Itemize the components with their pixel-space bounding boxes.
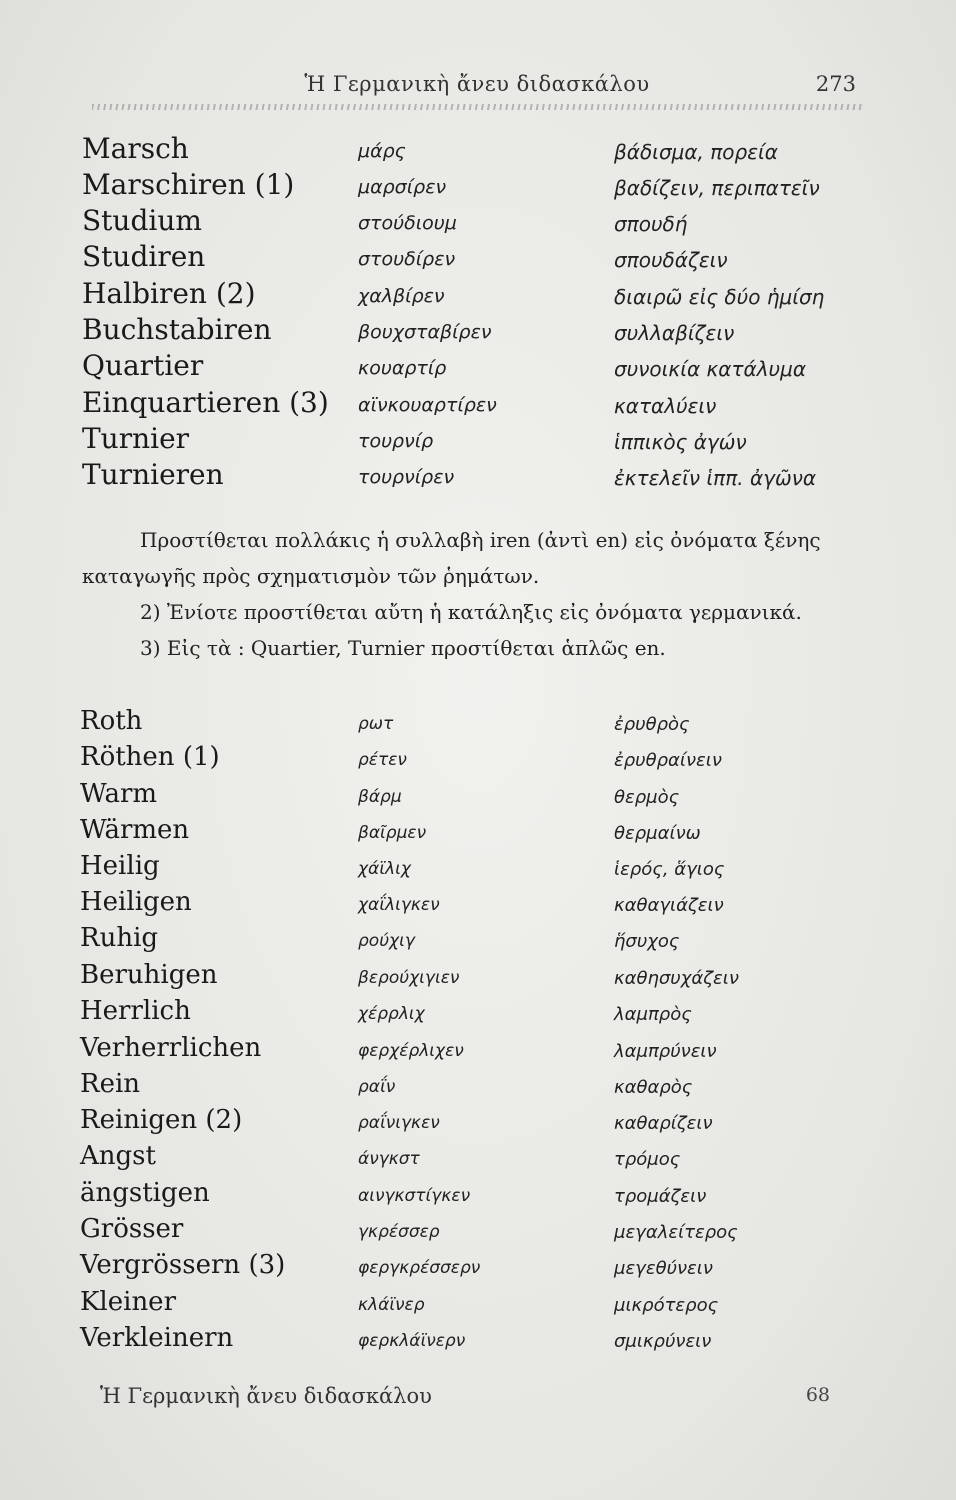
german-word: Marschiren (1) [82,168,295,201]
greek-meaning: ἐρυθρὸς [614,714,690,735]
footnote-2: 2) Ἐνίοτε προστίθεται αὔτη ἡ κατάληξις εἰς ὀνόματα γερμανικά. [140,600,802,624]
vocab-row [0,1250,956,1284]
pronunciation: βάρμ [358,787,402,807]
german-word: Wärmen [80,815,190,845]
greek-meaning: καθαγιάζειν [614,895,724,916]
german-word: Studium [82,204,202,237]
pronunciation: χέρρλιχ [358,1004,425,1024]
greek-meaning: συνοικία κατάλυμα [614,357,807,381]
greek-meaning: διαιρῶ εἰς δύο ἡμίση [614,285,825,309]
german-word: Röthen (1) [80,742,220,772]
footnotes [82,522,872,666]
german-word: Turnieren [82,458,224,491]
vocab-row [0,742,956,776]
vocab-row [0,204,956,238]
header-rule [92,104,862,110]
german-word: Warm [80,779,158,809]
greek-meaning: τρομάζειν [614,1186,707,1207]
greek-meaning: καθησυχάζειν [614,968,739,989]
greek-meaning: σμικρύνειν [614,1331,712,1352]
vocab-row [0,779,956,813]
vocab-row [0,996,956,1030]
german-word: Angst [80,1141,156,1171]
pronunciation: χαΐλιγκεν [358,895,440,915]
vocab-row [0,277,956,311]
pronunciation: στουδίρεν [358,248,456,270]
german-word: Quartier [82,349,204,382]
vocab-row [0,132,956,166]
greek-meaning: σπουδάζειν [614,248,728,272]
german-word: Heilig [80,851,160,881]
pronunciation: ρούχιγ [358,931,415,951]
pronunciation: στούδιουμ [358,212,457,234]
vocab-row [0,1214,956,1248]
greek-meaning: μεγαλείτερος [614,1222,738,1243]
vocab-row [0,1105,956,1139]
page-number: 273 [815,72,856,96]
header-title: Ἡ Γερμανικὴ ἄνευ διδασκάλου [304,72,650,96]
german-word: Turnier [82,422,190,455]
greek-meaning: βάδισμα, πορεία [614,140,778,164]
pronunciation: τουρνίρεν [358,466,455,488]
vocab-row [0,313,956,347]
german-word: Verherrlichen [80,1033,262,1063]
vocab-row [0,960,956,994]
pronunciation: αϊνκουαρτίρεν [358,394,497,416]
german-word: Einquartieren (3) [82,386,329,419]
greek-meaning: λαμπρύνειν [614,1041,717,1062]
greek-meaning: ἐκτελεῖν ἱππ. ἀγῶνα [614,466,817,490]
vocab-row [0,349,956,383]
pronunciation: ραΐνιγκεν [358,1113,440,1133]
pronunciation: άνγκστ [358,1149,420,1169]
greek-meaning: καθαρίζειν [614,1113,713,1134]
vocab-row [0,386,956,420]
vocab-row [0,887,956,921]
vocab-row [0,815,956,849]
vocab-row [0,851,956,885]
vocab-row [0,1033,956,1067]
pronunciation: φεργκρέσσερν [358,1258,481,1278]
german-word: Herrlich [80,996,191,1026]
greek-meaning: σπουδή [614,212,688,236]
signature-mark: 68 [805,1384,830,1406]
greek-meaning: καταλύειν [614,394,717,418]
running-footer [100,1384,830,1414]
footnote-3: 3) Εἰς τὰ : Quartier, Turnier προστίθεται ἁπλῶς en. [140,636,666,660]
pronunciation: φερκλάϊνερν [358,1331,466,1351]
vocab-row [0,1069,956,1103]
vocab-row [0,240,956,274]
german-word: Rein [80,1069,141,1099]
pronunciation: μάρς [358,140,406,162]
greek-meaning: μεγεθύνειν [614,1258,713,1279]
greek-meaning: βαδίζειν, περιπατεῖν [614,176,820,200]
vocab-row [0,1141,956,1175]
vocab-row [0,1287,956,1321]
pronunciation: ρωτ [358,714,394,734]
pronunciation: μαρσίρεν [358,176,447,198]
vocab-row [0,923,956,957]
pronunciation: βουχσταβίρεν [358,321,492,343]
greek-meaning: καθαρὸς [614,1077,693,1098]
vocab-row [0,458,956,492]
greek-meaning: θερμὸς [614,787,680,808]
pronunciation: τουρνίρ [358,430,434,452]
running-header [92,72,862,102]
greek-meaning: λαμπρὸς [614,1004,692,1025]
pronunciation: χάϊλιχ [358,859,411,879]
footer-title: Ἡ Γερμανικὴ ἄνευ διδασκάλου [100,1384,432,1408]
vocab-row [0,422,956,456]
pronunciation: αινγκστίγκεν [358,1186,471,1206]
greek-meaning: ἱππικὸς ἀγών [614,430,747,454]
pronunciation: βερούχιγιεν [358,968,460,988]
pronunciation: γκρέσσερ [358,1222,440,1242]
german-word: Reinigen (2) [80,1105,243,1135]
greek-meaning: ἱερός, ἅγιος [614,859,725,880]
footnote-1: Προστίθεται πολλάκις ἡ συλλαβὴ iren (ἀντὶ en) εἰς ὀνόματα ξένης καταγωγῆς πρὸς σχηματισμὸν τῶν ῥημάτων. [82,528,821,588]
german-word: Ruhig [80,923,159,953]
german-word: ängstigen [80,1178,210,1208]
greek-meaning: ἥσυχος [614,931,680,952]
pronunciation: κουαρτίρ [358,357,447,379]
german-word: Grösser [80,1214,184,1244]
greek-meaning: θερμαίνω [614,823,701,844]
greek-meaning: συλλαβίζειν [614,321,735,345]
german-word: Kleiner [80,1287,177,1317]
german-word: Halbiren (2) [82,277,256,310]
pronunciation: φερχέρλιχεν [358,1041,464,1061]
vocab-row [0,706,956,740]
greek-meaning: τρόμος [614,1149,681,1170]
german-word: Marsch [82,132,189,165]
pronunciation: ρέτεν [358,750,407,770]
german-word: Beruhigen [80,960,218,990]
pronunciation: βαῖρμεν [358,823,427,843]
german-word: Heiligen [80,887,192,917]
pronunciation: χαλβίρεν [358,285,445,307]
german-word: Verkleinern [80,1323,234,1353]
german-word: Buchstabiren [82,313,272,346]
german-word: Vergrössern (3) [80,1250,286,1280]
pronunciation: ραΐν [358,1077,396,1097]
pronunciation: κλάϊνερ [358,1295,425,1315]
vocab-row [0,1323,956,1357]
vocab-row [0,168,956,202]
german-word: Studiren [82,240,206,273]
greek-meaning: μικρότερος [614,1295,719,1316]
german-word: Roth [80,706,143,736]
vocab-row [0,1178,956,1212]
greek-meaning: ἐρυθραίνειν [614,750,722,771]
